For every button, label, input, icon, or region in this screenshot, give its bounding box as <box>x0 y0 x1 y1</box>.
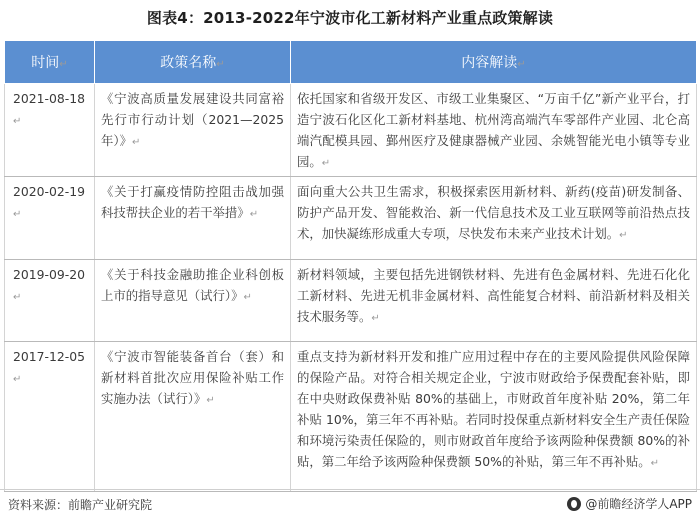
row-policy: 《关于打赢疫情防控阻击战加强科技帮扶企业的若干举措》↵ <box>95 177 291 260</box>
row-policy: 《关于科技金融助推企业科创板上市的指导意见（试行）》↵ <box>95 260 291 342</box>
row-policy: 《宁波高质量发展建设共同富裕先行市行动计划（2021—2025年）》↵ <box>95 84 291 177</box>
table-header-row <box>5 41 697 84</box>
row-policy: 《宁波市智能装备首台（套）和新材料首批次应用保险补贴工作实施办法（试行）》↵ <box>95 342 291 492</box>
footer <box>0 489 700 518</box>
page-title: 图表4：2013-2022年宁波市化工新材料产业重点政策解读 <box>146 9 554 27</box>
row-date: 2021-08-18↵ <box>5 84 95 177</box>
brand-logo-icon <box>567 497 581 511</box>
source-note: 资料来源：前瞻产业研究院 <box>8 498 153 512</box>
brand-credit <box>567 495 692 512</box>
column-header-date: 时间↵ <box>5 41 95 84</box>
table-row <box>5 342 697 492</box>
row-content: 重点支持为新材料开发和推广应用过程中存在的主要风险提供风险保障的保险产品。对符合相关规定企业，宁波市财政给予保费配套补贴，即在中央财政保费补贴 80%的基础上，市财政首年度补贴 20%，第二年补贴 10%，第三年不再补贴。若同时投保重点新材料安全生产责任保险和环境污染责任保险的，则市财政首年度给予该两险种保费额 80%的补贴，第二年给予该两险种保费额 50%的补贴，第三年不再补贴。↵ <box>291 342 697 492</box>
row-date: 2020-02-19↵ <box>5 177 95 260</box>
table-row <box>5 177 697 260</box>
table-row <box>5 260 697 342</box>
column-header-policy: 政策名称↵ <box>95 41 291 84</box>
brand-label: @前瞻经济学人APP <box>585 497 692 511</box>
row-content: 面向重大公共卫生需求，积极探索医用新材料、新药(疫苗)研发制备、防护产品开发、智能救治、新一代信息技术及工业互联网等前沿热点技术，加快凝练形成重大专项，尽快发布未来产业技术计划。↵ <box>291 177 697 260</box>
policy-table <box>4 40 697 492</box>
row-date: 2019-09-20↵ <box>5 260 95 342</box>
row-content: 依托国家和省级开发区、市级工业集聚区、“万亩千亿”新产业平台，打造宁波石化区化工新材料基地、杭州湾高端汽车零部件产业园、北仑高端汽配模具园、鄞州医疗及健康器械产业园、余姚智能光电小镇等专业园。↵ <box>291 84 697 177</box>
row-content: 新材料领域，主要包括先进钢铁材料、先进有色金属材料、先进石化化工新材料、先进无机非金属材料、高性能复合材料、前沿新材料及相关技术服务等。↵ <box>291 260 697 342</box>
table-row <box>5 84 697 177</box>
row-date: 2017-12-05↵ <box>5 342 95 492</box>
column-header-content: 内容解读↵ <box>291 41 697 84</box>
